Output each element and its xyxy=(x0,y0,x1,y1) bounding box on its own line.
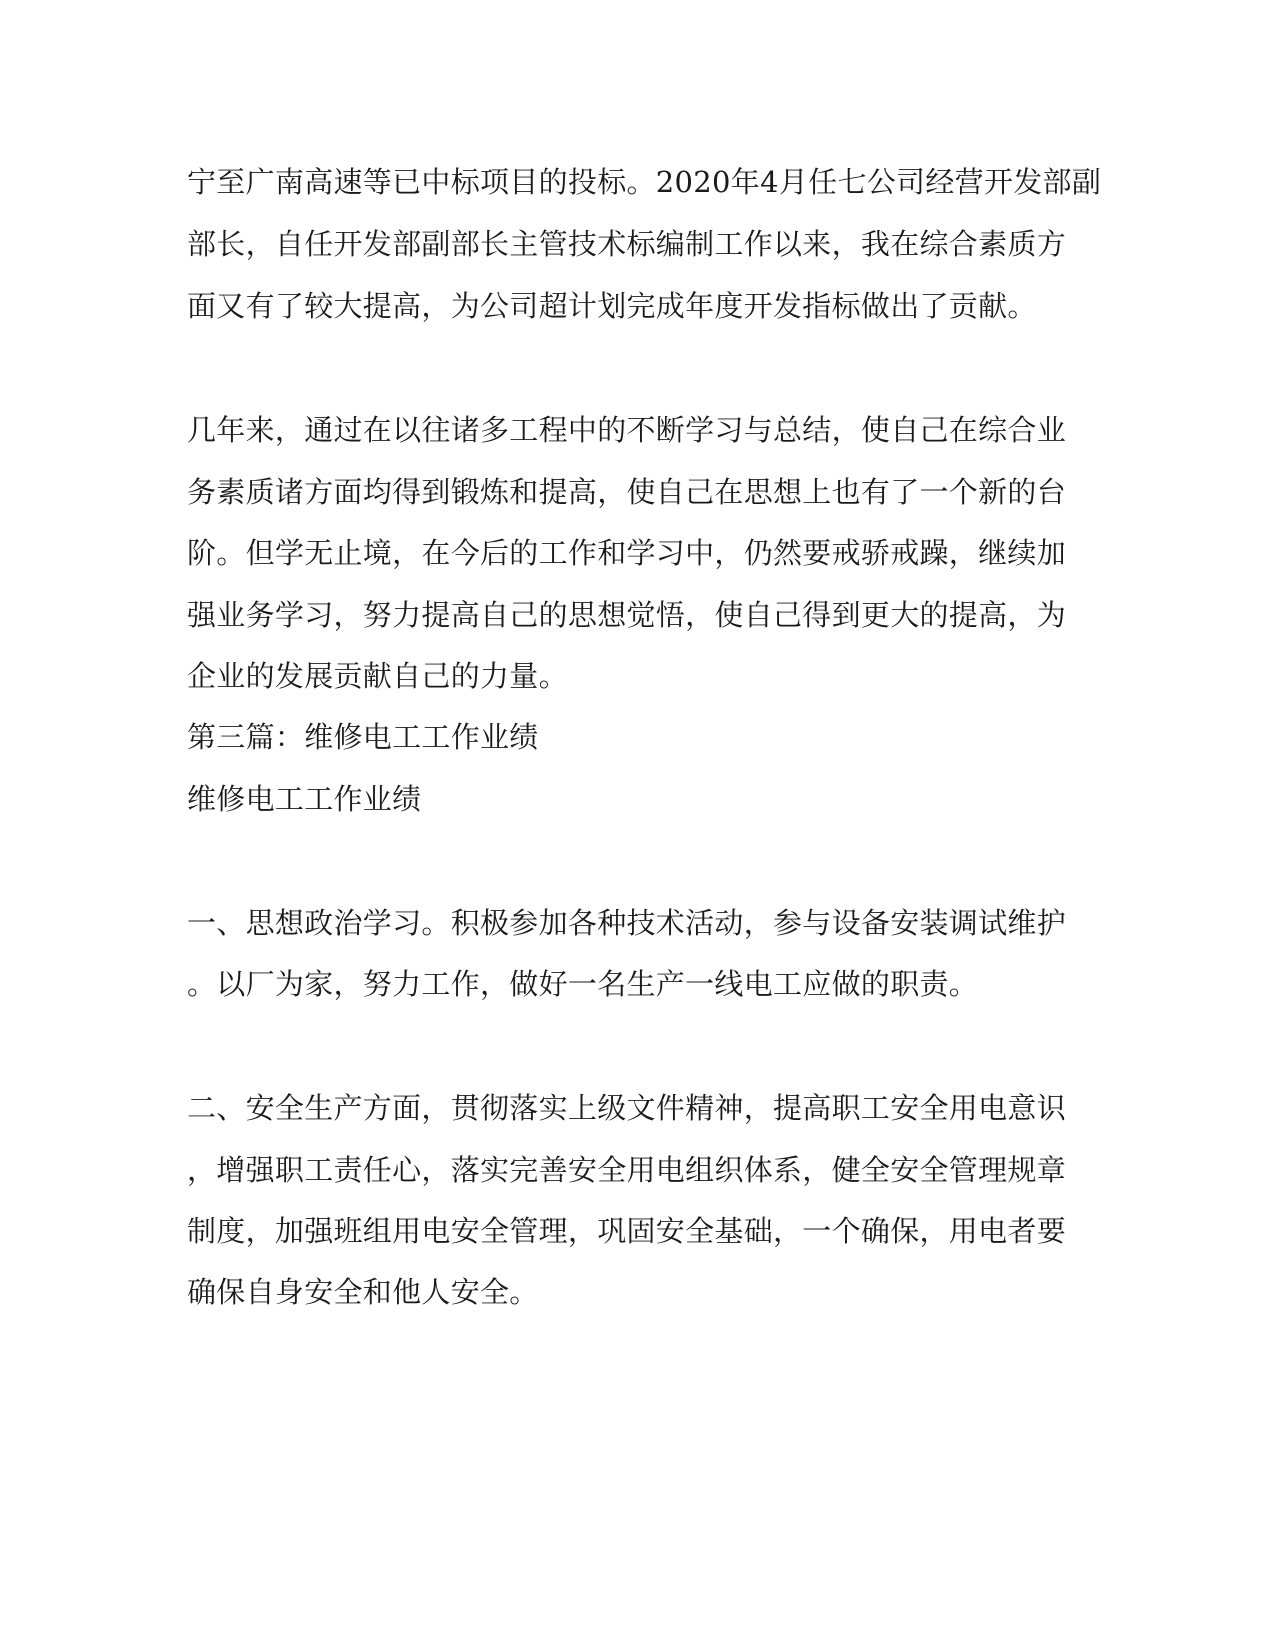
item-2-line-4: 确保自身安全和他人安全。 xyxy=(187,1275,539,1309)
paragraph-2-line-1: 几年来，通过在以往诸多工程中的不断学习与总结，使自己在综合业 xyxy=(187,413,1067,447)
paragraph-1-line-1: 宁至广南高速等已中标项目的投标。2020年4月任七公司经营开发部副 xyxy=(187,165,1102,199)
section-heading: 第三篇：维修电工工作业绩 xyxy=(187,720,539,754)
paragraph-2-line-2: 务素质诸方面均得到锻炼和提高，使自己在思想上也有了一个新的台 xyxy=(187,475,1067,509)
item-1-line-1: 一、思想政治学习。积极参加各种技术活动，参与设备安装调试维护 xyxy=(187,906,1067,940)
paragraph-2-line-3: 阶。但学无止境，在今后的工作和学习中，仍然要戒骄戒躁，继续加 xyxy=(187,536,1067,570)
section-subtitle: 维修电工工作业绩 xyxy=(187,782,422,816)
item-2-line-1: 二、安全生产方面，贯彻落实上级文件精神，提高职工安全用电意识 xyxy=(187,1091,1067,1125)
paragraph-1-line-3: 面又有了较大提高，为公司超计划完成年度开发指标做出了贡献。 xyxy=(187,289,1037,323)
paragraph-2-line-5: 企业的发展贡献自己的力量。 xyxy=(187,659,568,693)
item-2-line-2: ，增强职工责任心，落实完善安全用电组织体系，健全安全管理规章 xyxy=(187,1153,1067,1187)
paragraph-2-line-4: 强业务学习，努力提高自己的思想觉悟，使自己得到更大的提高，为 xyxy=(187,598,1067,632)
item-2-line-3: 制度，加强班组用电安全管理，巩固安全基础，一个确保，用电者要 xyxy=(187,1214,1067,1248)
item-1-line-2: 。以厂为家，努力工作，做好一名生产一线电工应做的职责。 xyxy=(187,967,979,1001)
paragraph-1-line-2: 部长，自任开发部副部长主管技术标编制工作以来，我在综合素质方 xyxy=(187,227,1067,261)
